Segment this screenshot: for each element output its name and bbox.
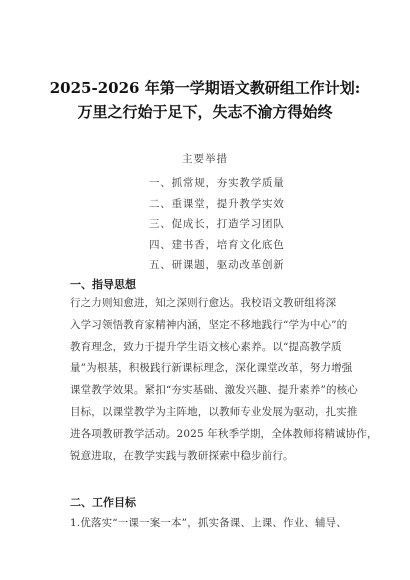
document-title-line-2: 万里之行始于足下，失志不渝方得始终 bbox=[77, 103, 333, 121]
section-heading-work-goals: 二、工作目标 bbox=[70, 496, 136, 509]
measure-item: 四、建书香，培育文化底色 bbox=[149, 238, 285, 251]
paragraph-line: 行之力则知愈进，知之深则行愈达。我校语文教研组将深 bbox=[70, 297, 337, 309]
paragraph-line: 教育理念，致力于提升学生语文核心素养。以“提高教学质 bbox=[70, 340, 342, 353]
paragraph-line: 入学习领悟教育家精神内涵，坚定不移地践行“学为中心”的 bbox=[70, 318, 348, 331]
measures-list bbox=[149, 173, 349, 276]
paragraph-line: 进各项教研教学活动。2025 年秋季学期，全体教师将精诚协作， bbox=[70, 427, 378, 440]
measure-item: 二、重课堂，提升教学实效 bbox=[149, 197, 285, 210]
measure-item: 一、抓常规，夯实教学质量 bbox=[149, 177, 285, 189]
paragraph-line: 量”为根基，积极践行新课标理念，深化课堂改革，努力增强 bbox=[70, 362, 353, 375]
measure-item: 五、研课题，驱动改革创新 bbox=[149, 259, 285, 271]
paragraph-line: 目标，以课堂教学为主阵地，以教师专业发展为驱动，扎实推 bbox=[70, 405, 358, 418]
paragraph-line: 锐意进取，在教学实践与教研探索中稳步前行。 bbox=[70, 449, 294, 462]
document-title-line-1: 2025-2026 年第一学期语文教研组工作计划: bbox=[49, 79, 361, 97]
section-paragraph bbox=[70, 513, 350, 535]
section-heading-guiding-ideology: 一、指导思想 bbox=[70, 278, 136, 291]
section-paragraph bbox=[70, 293, 378, 467]
paragraph-line: 1.优落实“一课一案一本”，抓实备课、上课、作业、辅导、 bbox=[70, 517, 347, 529]
measure-item: 三、促成长，打造学习团队 bbox=[149, 218, 285, 230]
measures-heading: 主要举措 bbox=[182, 153, 228, 165]
paragraph-line: 课堂教学效果。紧扣“夯实基础、激发兴趣、提升素养”的核心 bbox=[70, 384, 358, 397]
